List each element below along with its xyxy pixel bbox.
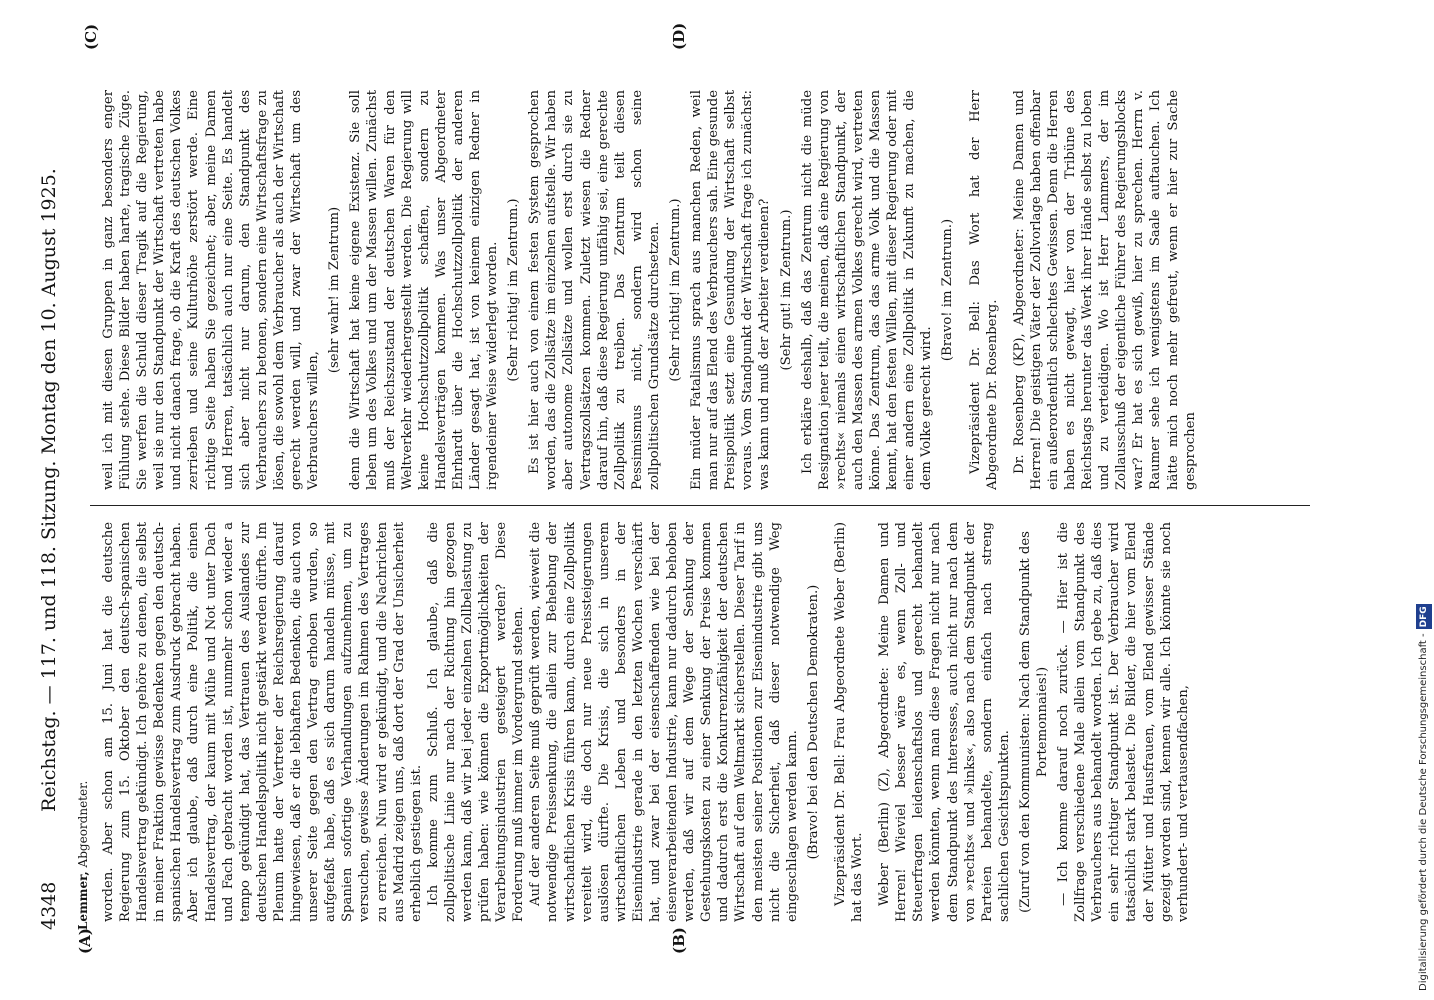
funding-text: Digitalisierung gefördert durch die Deutsche Forschungsgemeinschaft - — [1418, 633, 1429, 991]
paragraph: Ich komme zum Schluß. Ich glaube, daß die zollpolitische Linie nur nach der Richtung hin gezogen werden kann, daß wir bei jeder einzelnen Zollbelastung zu prüfen haben: wie können die Exportmöglichkeiten der Verarbeitungsindustrien gesteigert werden? Diese Forderung muß immer im Vordergrund stehen. — [425, 522, 527, 922]
interjection: (Sehr richtig! im Zentrum.) — [668, 198, 683, 382]
paragraph: worden. Aber schon am 15. Juni hat die deutsche Regierung zum 15. Oktober den deutsch-spanischen Handelsvertrag gekündigt. Ich gehöre zu denen, die selbst in meiner Fraktion gewisse Bedenken gegen den deutsch-spanischen Handelsvertrag zum Ausdruck gebracht haben. Aber ich glaube, daß durch eine Politik, die einen Handelsvertrag, der kaum mit Mühe und Not unter Dach und Fach gebracht worden ist, nunmehr schon wieder a tempo gekündigt hat, das Vertrauen des Auslandes zur deutschen Handelspolitik nicht gestärkt werden dürfte. Im Plenum hatte der Vertreter der Reichsregierung darauf hingewiesen, daß er die lebhaften Bedenken, die auch von unserer Seite gegen den Vertrag erhoben wurden, so aufgefaßt habe, daß es sich darum handeln müsse, mit Spanien sofortige Verhandlungen aufzunehmen, um zu versuchen, gewisse Änderungen im Rahmen des Vertrages zu erreichen. Nun wird er gekündigt, und die Nachrichten aus Madrid zeigen uns, daß dort der Grad der Unsicherheit erheblich gestiegen ist. — [101, 522, 424, 922]
column-divider — [90, 505, 1310, 506]
paragraph: — Ich komme darauf noch zurück. — Hier ist die Zollfrage verschiedene Male allein vom Standpunkt des Verbrauchers aus behandelt worden. Ich gebe zu, daß dies ein sehr richtiger Standpunkt ist. Der Verbraucher wird tatsächlich stark belastet. Die Bilder, die hier vom Elend der Mütter und Hausfrauen, vom Elend gewisser Stände gezeigt worden sind, kennen wir alle. Ich könnte sie noch verhundert- und vertausendfachen, — [1056, 522, 1191, 922]
paragraph: weil ich mit diesen Gruppen in ganz besonders enger Fühlung stehe. Diese Bilder haben harte, tragische Züge. Sie werfen die Schuld dieser Tragik auf die Regierung, weil sie nur den Standpunkt der Wirtschaft vertreten habe und nicht danach frage, ob die Kraft des deutschen Volkes zerrieben und seine Kulturhöhe zerstört werde. Eine richtige Seite haben Sie gezeichnet; aber, meine Damen und Herren, tatsächlich auch nur eine Seite. Es handelt sich aber nicht nur darum, den Standpunkt des Verbrauchers zu betonen, sondern eine Wirtschaftsfrage zu lösen, die sowohl dem Verbraucher als auch der Wirtschaft gerecht werden will, und zwar der Wirtschaft um des Verbrauchers willen, — [101, 90, 322, 490]
page-number: 4348 — [38, 881, 60, 930]
paragraph: Auf der anderen Seite muß geprüft werden, wieweit die notwendige Preissenkung, die allein zur Behebung der wirtschaftlichen Krisis führen kann, durch eine Zollpolitik vereitelt wird, die doch nur neue Preissteigerungen auslösen dürfte. Die Krisis, die sich in unserem wirtschaftlichen Leben und besonders in der Eisenindustrie gerade in den letzten Wochen verschärft hat, und zwar bei der eisenschaffenden wie bei der eisenverarbeitenden Industrie, kann nur dadurch behoben werden, daß wir auf dem Wege der Senkung der Gestehungskosten zu einer Senkung der Preise kommen und dadurch erst die Konkurrenzfähigkeit der deutschen Wirtschaft auf dem Weltmarkt sicherstellen. Dieser Tarif in den meisten seiner Positionen zur Eisenindustrie gibt uns nicht die Sicherheit, daß dieser notwendige Weg eingeschlagen werden kann. — [528, 522, 800, 922]
running-header — [30, 50, 70, 930]
interjection: (sehr wahr! im Zentrum) — [327, 206, 343, 374]
paragraph: Es ist hier auch von einem festen System gesprochen worden, das die Zollsätze im einzelnen aufstelle. Wir haben aber autonome Zollsätze und wollen erst durch sie zu Vertragszollsätzen kommen. Zuletzt wiesen die Redner darauf hin, daß diese Regierung unfähig sei, eine gerechte Zollpolitik zu treiben. Das Zentrum teilt diesen Pessimismus nicht, sondern wird schon seine zollpolitischen Grundsätze durchsetzen. — [527, 90, 662, 490]
document-page — [30, 20, 1330, 960]
interjection: (Bravo! im Zentrum.) — [940, 218, 956, 362]
paragraph: Vizepräsident Dr. Bell: Das Wort hat der Herr Abgeordnete Dr. Rosenberg. — [967, 90, 1000, 490]
speaker-tag-name: Lemmer, — [76, 871, 90, 930]
running-title: Reichstag. — 117. und 118. Sitzung. Montag den 10. August 1925. — [38, 168, 60, 812]
interjection: (Bravo! bei den Deutschen Demokraten.) — [805, 584, 821, 860]
left-column — [100, 522, 1310, 922]
margin-letter-c: (C) — [82, 23, 100, 50]
right-column — [100, 90, 1310, 490]
digitization-note-text — [1416, 1, 1432, 991]
margin-letter-b: (B) — [670, 927, 688, 954]
paragraph: Ich erkläre deshalb, daß das Zentrum nicht die müde Resignation jener teilt, die meinen, daß eine Regierung von »rechts« niemals einen wirtschaftlichen Standpunkt, der auch den Massen des armen Volkes gerecht wird, vertreten könne. Das Zentrum, das das arme Volk und die Massen kennt, hat den festen Willen, mit dieser Regierung oder mit einer andern eine Zollpolitik in Zukunft zu machen, die dem Volke gerecht wird. — [799, 90, 935, 490]
interjection: (Sehr gut! im Zentrum.) — [778, 209, 794, 371]
margin-letter-a: (A) — [76, 928, 94, 954]
paragraph: Vizepräsident Dr. Bell: Frau Abgeordnete Weber (Berlin) hat das Wort. — [832, 522, 866, 922]
paragraph: Dr. Rosenberg (KP), Abgeordneter: Meine Damen und Herren! Die geistigen Väter der Zollvorlage haben offenbar ein außerordentlich schlechtes Gewissen. Denn die Herren haben es nicht gewagt, hier von der Tribüne des Reichstags herunter das Werk ihrer Hände selbst zu loben und zu verteidigen. Wo ist Herr Lammers, der im Zollausschuß der eigentliche Führer des Regierungsblocks war? Er hat es sich gewiß, hier zu sprechen. Herrn v. Raumer sehe ich wenigstens im Saale auftauchen. Ich hätte mich noch mehr gefreut, wenn er hier zur Sache gesprochen — [1011, 90, 1198, 490]
interjection: (Sehr richtig! im Zentrum.) — [506, 198, 522, 382]
paragraph: Ein müder Fatalismus sprach aus manchen Reden, weil man nur auf das Elend des Verbrauchers sah. Eine gesunde Preispolitik setzt eine Gesundung der Wirtschaft selbst voraus. Vom Standpunkt der Wirtschaft frage ich zunächst: was kann und muß der Arbeiter verdienen? — [689, 90, 773, 490]
interjection: (Zuruf von den Kommunisten: Nach dem Standpunkt des Portemonnaies!) — [1017, 531, 1050, 913]
dfg-logo: DFG — [1416, 604, 1432, 629]
margin-letter-d: (D) — [670, 22, 688, 50]
paragraph: Weber (Berlin) (Z), Abgeordnete: Meine Damen und Herren! Wieviel besser wäre es, wenn Zoll- und Steuerfragen leidenschaftslos und gerecht behandelt werden könnten, wenn man diese Fragen nicht nur nach dem Standpunkt des Interesses, auch nicht nur nach dem von »rechts« und »links«, also nach dem Standpunkt der Parteien behandelte, sondern einfach nach streng sachlichen Gesichtspunkten. — [877, 522, 1012, 922]
digitization-note — [1416, 6, 1432, 994]
speaker-tag-role: Abgeordneter. — [76, 780, 90, 868]
paragraph: denn die Wirtschaft hat keine eigene Existenz. Sie soll leben um des Volkes und um der Massen willen. Zunächst muß der Reichszustand der deutschen Waren für den Weltverkehr wiederhergestellt werden. Die Regierung will keine Hochschutzzollpolitik schaffen, sondern zu Handelsverträgen kommen. Was unser Abgeordneter Ehrhardt über die Hochschutzzollpolitik der anderen Länder gesagt hat, ist von keinem einzigen Redner in irgendeiner Weise widerlegt worden. — [348, 90, 501, 490]
speaker-tag — [76, 781, 90, 930]
